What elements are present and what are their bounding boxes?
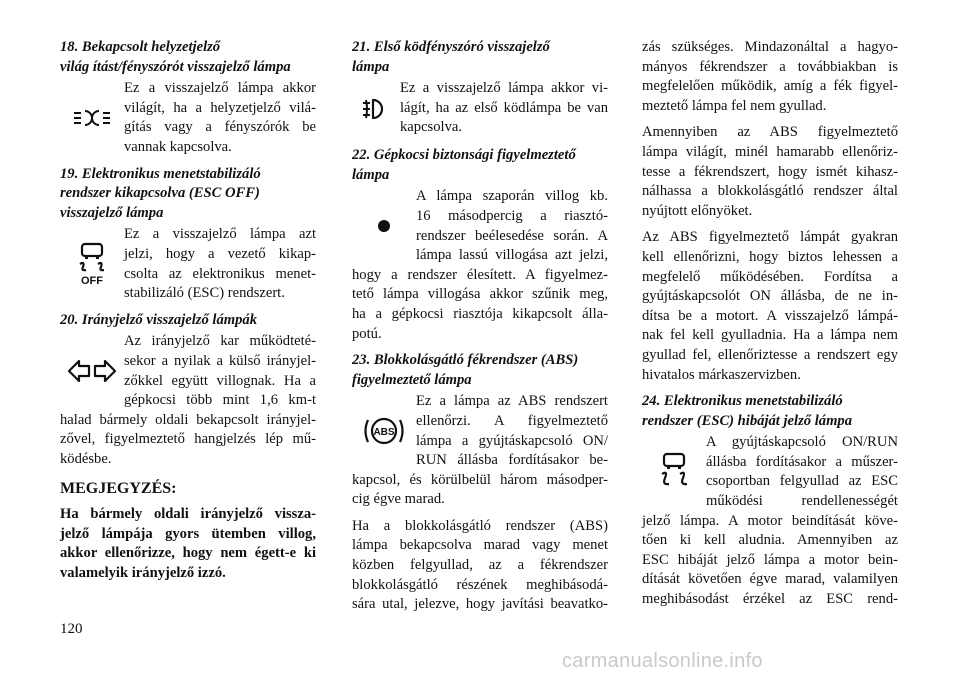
section-20-heading: 20. Irányjelző visszajelző lámpák — [60, 311, 258, 328]
section-21-heading: 21. Első ködfényszóró visszajelző lámpa — [352, 39, 550, 75]
section-20-side-text: Az irányjelző kar működteté- sekor a nyilak a külső irányjel- zőkkel együtt villognak. Ha a gépkocsi több mint 1,6 km-t — [124, 333, 316, 409]
column-right — [642, 38, 898, 617]
parking-light-icon — [60, 79, 124, 157]
column-middle — [352, 38, 608, 615]
section-18-side-text: Ez a visszajelző lámpa akkor világít, ha a helyzetjelző vilá- gítás vagy a fényszórók be vannak kapcsolva. — [124, 80, 316, 155]
section-21-side-text: Ez a visszajelző lámpa akkor vi- lágít, ha az első ködlámpa be van kapcsolva. — [400, 80, 608, 136]
section-22-continued-text: hogy a rendszer élesített. A figyelmez- tető lámpa villogása akkor szűnik meg, ha a gépkocsi riasztója kikapcsolt álla- potú. — [352, 266, 608, 342]
note-text: Ha bármely oldali irányjelző vissza- jelző lámpája gyors ütemben villog, akkor ellenőrizze, hogy nem égett-e ki valamelyik irányjelző izzó. — [60, 506, 316, 581]
section-24 — [642, 392, 898, 610]
section-19 — [60, 165, 316, 304]
section-23 — [352, 351, 608, 510]
esc-off-icon — [60, 225, 124, 303]
section-23-heading: 23. Blokkolásgátló fékrendszer (ABS) figyelmeztető lámpa — [352, 352, 579, 388]
esc-fault-icon — [642, 433, 706, 511]
section-21 — [352, 38, 608, 139]
section-19-side-text: Ez a visszajelző lámpa azt jelzi, hogy a vezető kikap- csolta az elektronikus menet- stabilizáló (ESC) rendszert. — [124, 226, 316, 302]
esc-off-icon-label: OFF — [81, 275, 103, 287]
turn-signal-icon — [60, 332, 124, 410]
section-24-heading: 24. Elektronikus menetstabilizáló rendszer (ESC) hibáját jelző lámpa — [642, 393, 853, 429]
paragraph-1: zás szükséges. Mindazonáltal a hagyo- mányos fékrendszer a továbbiakban is megfelelően működik, amíg a fék figyel- meztető lámpa fel nem gyullad. — [642, 39, 898, 114]
fog-light-icon — [352, 79, 400, 139]
column-left — [60, 38, 316, 583]
paragraph-2: Amennyiben az ABS figyelmeztető lámpa világít, minél hamarabb ellenőriz- tesse a fékrendszert, hogy ismét kihasz- nálhassa a blokkolásgátló rendszer által nyújtott előnyöket. — [642, 124, 898, 219]
section-22 — [352, 146, 608, 344]
note-title: MEGJEGYZÉS: — [60, 480, 177, 498]
page-number: 120 — [60, 621, 83, 637]
abs-paragraph: Ha a blokkolásgátló rendszer (ABS) lámpa bekapcsolva marad vagy menet közben felgyullad, az a fékrendszer blokkolásgátló részének meghibásodá- sára utal, jelezve, hogy javítási beavatko- — [352, 517, 608, 613]
section-22-heading: 22. Gépkocsi biztonsági figyelmeztető lámpa — [352, 147, 576, 183]
section-18-heading: 18. Bekapcsolt helyzetjelző világ ítást/fényszórót visszajelző lámpa — [60, 39, 291, 75]
watermark: carmanualsonline.info — [562, 650, 763, 672]
section-19-heading: 19. Elektronikus menetstabilizáló rendszer kikapcsolva (ESC OFF) visszajelző lámpa — [60, 165, 261, 221]
section-24-side-text: A gyújtáskapcsoló ON/RUN állásba fordításakor a műszer- csoportban felgyullad az ESC működési rendellenességét — [706, 434, 898, 510]
abs-icon-label: ABS — [373, 427, 395, 439]
section-20 — [60, 311, 316, 470]
section-23-continued-text: kapcsol, és körülbelül három másodper- cig égve marad. — [352, 471, 608, 508]
section-18 — [60, 38, 316, 158]
section-24-continued-text: jelző lámpa. A motor beindítását köve- tően ki kell aludnia. Amennyiben az ESC hibáját jelző lámpa a motor bein- dítását követően égve marad, valamilyen meghibásodást érzékel az ESC rend- — [642, 512, 898, 608]
section-20-continued-text: halad bármely oldali bekapcsolt irányjel- zővel, figyelmeztető hangjelzés lép mű- ködésbe. — [60, 411, 316, 467]
section-22-side-text: A lámpa szaporán villog kb. 16 másodpercig a riasztó- rendszer beélesedése során. A lámpa lassú villogása azt jelzi, — [416, 188, 608, 264]
section-23-side-text: Ez a lámpa az ABS rendszert ellenőrzi. A figyelmeztető lámpa a gyújtáskapcsoló ON/ RUN állásba fordításakor be- — [416, 393, 608, 469]
security-dot-icon — [352, 187, 416, 265]
abs-icon — [352, 392, 416, 470]
paragraph-3: Az ABS figyelmeztető lámpát gyakran kell ellenőrizni, hogy biztos lehessen a megfelelő működésében. Fordítsa a gyújtáskapcsolót ON állásba, de ne in- dítsa be a motort. A visszajelző lámpá- nak fel kell gyulladnia. Ha a lámpa nem gyullad fel, ellenőriztesse a rendszert egy hivatalos márkaszervizben. — [642, 229, 898, 383]
